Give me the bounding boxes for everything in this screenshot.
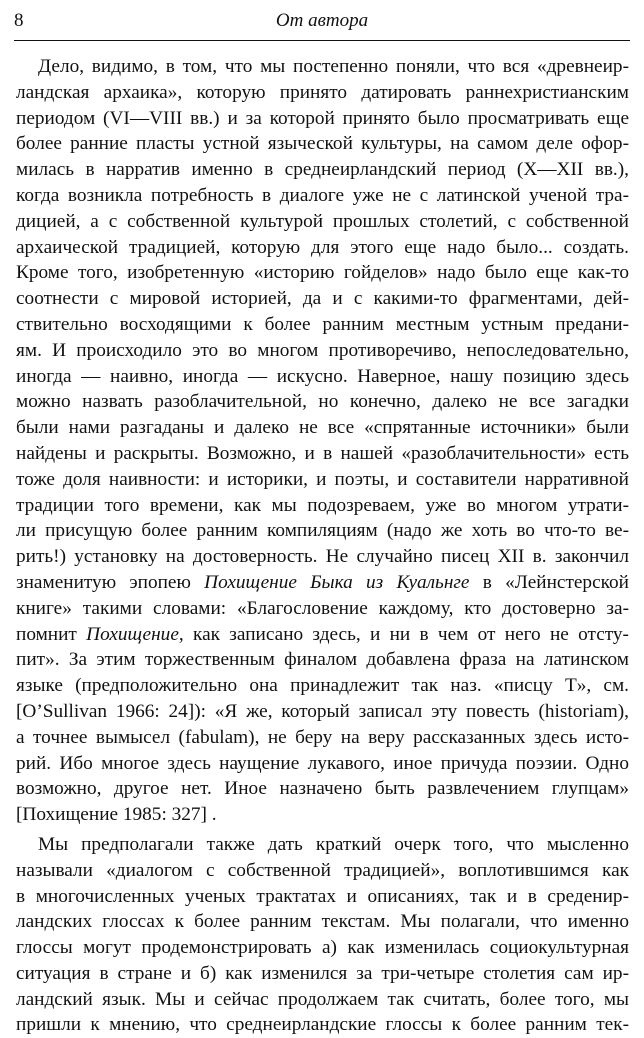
text-line: ситуация в стране и б) как изменился за три-четыре столетия сам ир- [16,962,629,984]
text-segment: в «Лейнстерской [469,571,629,593]
text-line: периодом (VI—VIII вв.) и за которой принято было просматривать еще [16,107,629,129]
text-segment: знаменитую эпопею [16,571,205,593]
text-line: традиции того времени, как мы подозреваем, уже во многом утрати- [16,494,629,516]
text-line: ландских глоссах к более ранним текстам. Мы полагали, что именно [16,911,629,933]
text-line: были нами разгаданы и далеко не все «спрятанные источники» были [16,417,629,439]
text-line: [O’Sullivan 1966: 24]): «Я же, который записал эту повесть (historiam), [16,700,629,722]
text-line: книге» такими словами: «Благословение каждому, кто достоверно за- [16,597,629,619]
text-line: соотнести с мировой историей, да и с какими-то фрагментами, дей- [16,288,629,310]
text-line: ли присущую более ранним компиляциям (надо же хоть во что-то ве- [16,520,629,542]
page-number: 8 [14,10,24,31]
text-line: в многочисленных ученых трактатах и описаниях, так и в среденир- [16,885,629,907]
work-title: Похищение Быка из Куальнге [204,571,470,593]
text-line: иногда — наивно, иногда — искусно. Наверное, нашу позицию здесь [16,365,629,387]
text-line: милась в нарратив именно в среднеирландский период (X—XII вв.), [16,159,629,181]
text-line: архаической традицией, которую для этого еще надо было... создать. [16,236,629,258]
text-line: языке (предположительно она принадлежит так наз. «писцу T», см. [16,675,629,697]
text-line: пит». За этим торжественным финалом добавлена фраза на латинском [16,649,629,671]
body-text [16,54,629,1038]
text-line-with-title [16,570,629,596]
text-line: ландская архаика», которую принято датировать раннехристианским [16,81,629,103]
text-segment: , как записано здесь, и ни в чем от него не отсту- [178,623,629,645]
text-line: рить!) установку на достоверность. Не случайно писец XII в. закончил [16,546,629,568]
text-line: Дело, видимо, в том, что мы постепенно поняли, что вся «древнеир- [38,56,629,77]
text-line: дицией, а с собственной культурой прошлых столетий, с собственной [16,210,629,232]
text-line: возможно, другое нет. Иное назначено быть развлечением глупцам» [16,778,629,800]
text-line: глоссы могут продемонстрировать а) как изменилась социокультурная [16,937,629,959]
text-line: ландский язык. Мы и сейчас продолжаем так считать, более того, мы [16,988,629,1010]
text-line: а точнее вымысел (fabulam), не беру на веру рассказанных здесь исто- [16,726,629,748]
text-line: когда возникла потребность в диалоге уже не с латинской ученой тра- [16,184,629,206]
text-line: можно назвать разоблачительной, но конечно, далеко не все загадки [16,391,629,413]
work-title: Похищение [86,623,179,645]
text-line: ям. И происходило это во многом противоречиво, непоследовательно, [16,339,629,361]
text-line-with-title [16,622,629,648]
running-title: От автора [275,10,369,31]
text-line: Мы предполагали также дать краткий очерк того, что мысленно [38,833,629,855]
text-line: пришли к мнению, что среднеирландские глоссы к более ранним тек- [16,1014,629,1036]
text-line: тоже доля наивности: и историки, и поэты, и составители нарративной [16,468,629,490]
text-line: ствительно восходящими к более ранним местным устным предани- [16,313,629,335]
text-line: рий. Ибо многое здесь наущение лукавого, иное причуда поэзии. Одно [16,752,629,774]
page-header [14,6,630,41]
text-line: Кроме того, изобретенную «историю гойделов» надо было еще как-то [16,262,629,284]
text-line: более ранние пласты устной языческой культуры, на самом деле офор- [16,133,629,155]
text-line: найдены и раскрыты. Возможно, и в нашей «разоблачительности» есть [16,442,629,464]
text-line: [Похищение 1985: 327] . [16,804,217,826]
text-segment: помнит [16,623,87,645]
text-line: называли «диалогом с собственной традицией», воплотившимся как [16,859,629,881]
